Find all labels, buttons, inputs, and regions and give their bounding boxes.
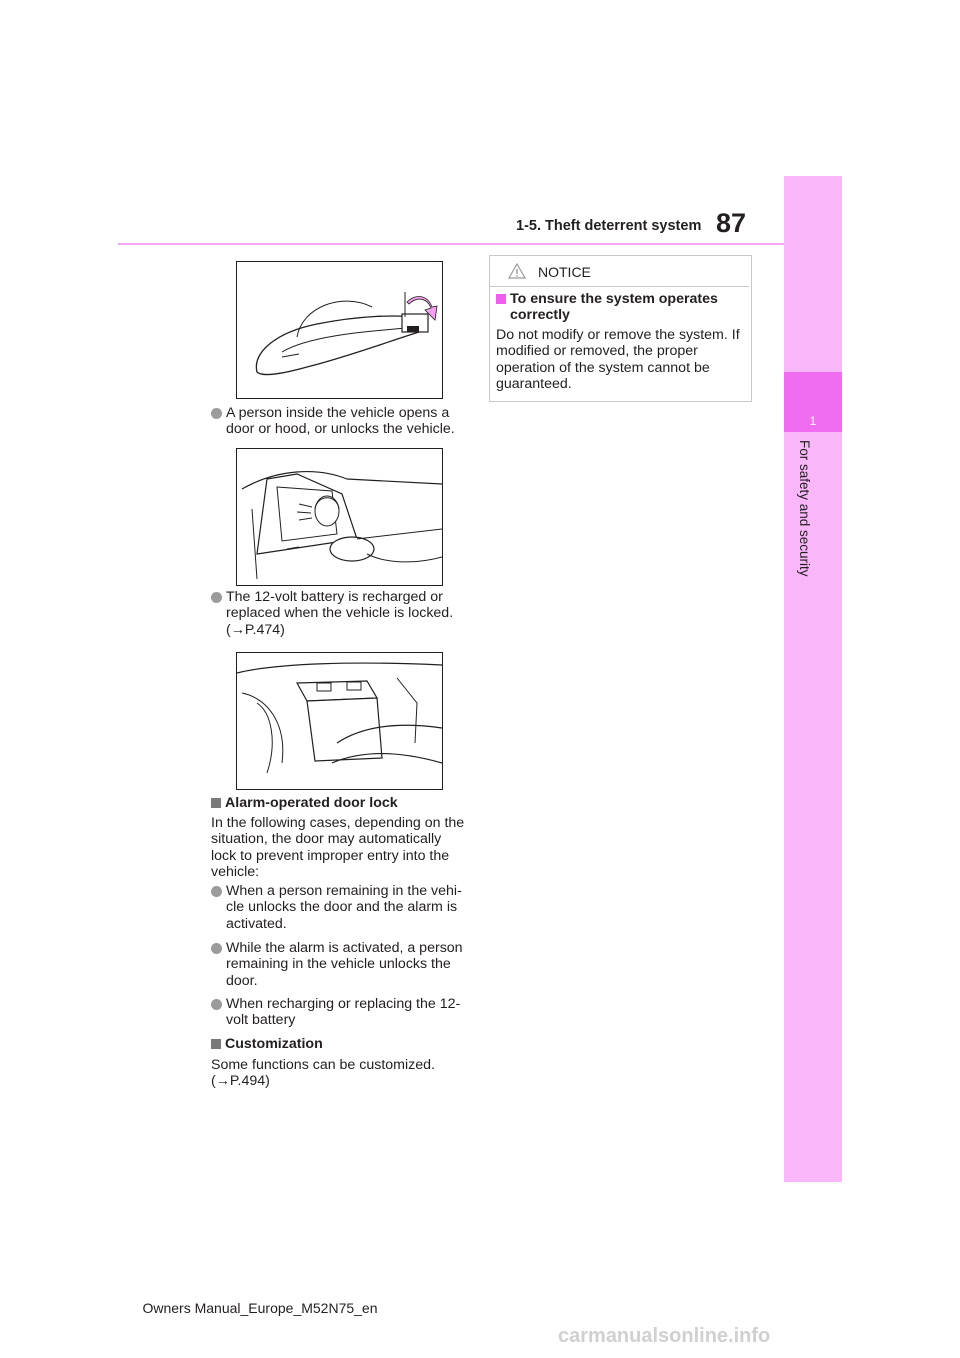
notice-heading: NOTICE bbox=[538, 264, 591, 280]
chapter-label: For safety and security bbox=[797, 440, 812, 577]
chapter-number: 1 bbox=[809, 414, 817, 428]
square-bullet-icon bbox=[211, 1039, 221, 1049]
list-item bbox=[211, 883, 469, 932]
notice-text: Do not modify or remove the system. If modified or removed, the proper operation of the system cannot be guaranteed. bbox=[496, 327, 740, 393]
bullet-icon bbox=[211, 886, 222, 897]
side-tab-strip bbox=[784, 176, 842, 1182]
list-item-text: When a person remaining in the vehi-cle unlocks the door and the alarm is activated. bbox=[226, 883, 462, 932]
bullet-icon bbox=[211, 999, 222, 1010]
bullet-icon bbox=[211, 943, 222, 954]
section-heading: Customization bbox=[211, 1036, 466, 1052]
page-reference-link[interactable]: (→P.474) bbox=[226, 621, 285, 638]
list-item bbox=[211, 405, 466, 438]
list-item-text: While the alarm is activated, a person remaining in the vehicle unlocks the door. bbox=[226, 940, 463, 989]
section-body: In the following cases, depending on the situation, the door may automatically lock to prevent improper entry into the vehicle: bbox=[211, 815, 465, 881]
page-reference-link[interactable]: (→P.494) bbox=[211, 1073, 270, 1090]
person-in-vehicle-illustration bbox=[236, 448, 443, 586]
door-handle-illustration bbox=[236, 261, 443, 399]
warning-icon bbox=[508, 263, 526, 279]
list-item bbox=[211, 940, 469, 989]
watermark: carmanualsonline.info bbox=[558, 1325, 771, 1347]
section-title: 1-5. Theft deterrent system bbox=[516, 218, 702, 234]
page-number: 87 bbox=[716, 208, 747, 238]
section-heading: Alarm-operated door lock bbox=[211, 795, 466, 811]
list-item-text: A person inside the vehicle opens a door or hood, or unlocks the vehicle. bbox=[226, 405, 455, 438]
square-bullet-icon bbox=[496, 294, 506, 304]
list-item-text: When recharging or replacing the 12-volt battery bbox=[226, 996, 461, 1029]
bullet-icon bbox=[211, 592, 222, 603]
header-divider bbox=[118, 243, 784, 245]
notice-header bbox=[490, 256, 749, 287]
battery-illustration bbox=[236, 652, 443, 790]
bullet-icon bbox=[211, 408, 222, 419]
list-item bbox=[211, 589, 466, 638]
footer-text: Owners Manual_Europe_M52N75_en bbox=[142, 1300, 378, 1316]
notice-subtitle: To ensure the system operates correctly bbox=[496, 291, 741, 324]
list-item-text: The 12-volt battery is recharged or replaced when the vehicle is locked. (→P.474) bbox=[226, 589, 454, 638]
list-item bbox=[211, 996, 469, 1029]
square-bullet-icon bbox=[211, 798, 221, 808]
section-body: Some functions can be customized. (→P.494) bbox=[211, 1057, 435, 1090]
